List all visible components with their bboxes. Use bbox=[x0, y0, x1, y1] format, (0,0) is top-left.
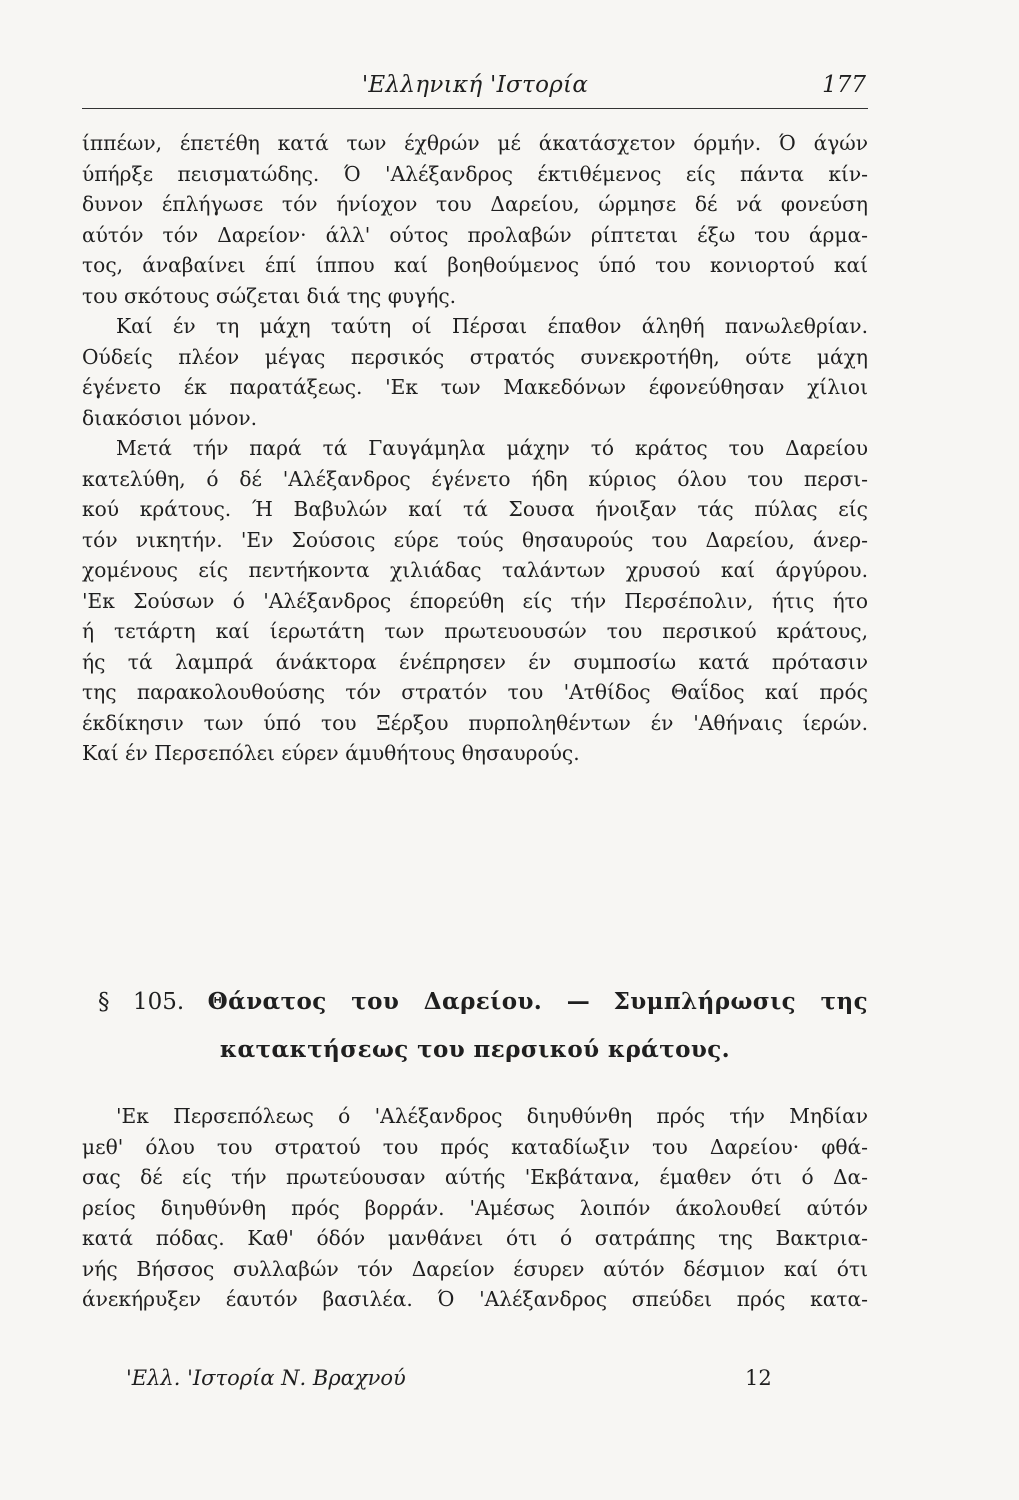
running-header bbox=[82, 70, 868, 110]
text-line: τόν νικητήν. 'Εν Σούσοις εύρε τούς θησαυρούς του Δαρείου, άνερ- bbox=[82, 527, 868, 552]
footer-signature-number: 12 bbox=[745, 1366, 772, 1390]
text-line: διακόσιοι μόνον. bbox=[82, 405, 258, 430]
text-line: μεθ' όλου του στρατού του πρός καταδίωξιν του Δαρείου· φθά- bbox=[82, 1134, 868, 1159]
page-footer bbox=[82, 1366, 868, 1398]
header-title: 'Ελληνική 'Ιστορία bbox=[361, 72, 589, 98]
section-number: 105. bbox=[132, 989, 185, 1015]
text-line: κατά πόδας. Καθ' όδόν μανθάνει ότι ό σατράπης της Βακτρια- bbox=[82, 1226, 868, 1250]
header-rule bbox=[82, 108, 868, 109]
text-line: 'Εκ Περσεπόλεως ό 'Αλέξανδρος διηυθύνθη πρός τήν Μηδίαν bbox=[116, 1104, 868, 1128]
section-heading-line-1 bbox=[82, 978, 868, 1026]
text-line: έκδίκησιν των ύπό του Ξέρξου πυρποληθέντων έν 'Αθήναις ίερών. bbox=[82, 710, 868, 735]
text-line: σας δέ είς τήν πρωτεύουσαν αύτής 'Εκβάτανα, έμαθεν ότι ό Δα- bbox=[82, 1165, 868, 1189]
text-line: Καί έν τη μάχη ταύτη οί Πέρσαι έπαθον άληθή πανωλεθρίαν. bbox=[116, 314, 868, 338]
text-line: της παρακολουθούσης τόν στρατόν του 'Ατθίδος Θαΐδος καί πρός bbox=[82, 680, 868, 704]
text-line: ίππέων, έπετέθη κατά των έχθρών μέ άκατάσχετον όρμήν. Ό άγών bbox=[82, 131, 868, 155]
text-line: Ούδείς πλέον μέγας περσικός στρατός συνεκροτήθη, ούτε μάχη bbox=[82, 344, 868, 369]
text-line: χομένους είς πεντήκοντα χιλιάδας ταλάντων χρυσού καί άργύρου. bbox=[82, 558, 868, 582]
text-line: νής Βήσσος συλλαβών τόν Δαρείον έσυρεν αύτόν δέσμιον καί ότι bbox=[82, 1256, 868, 1281]
body-text-top bbox=[82, 128, 868, 769]
page-number: 177 bbox=[822, 72, 866, 98]
text-line: άνεκήρυξεν έαυτόν βασιλέα. Ό 'Αλέξανδρος σπεύδει πρός κατα- bbox=[82, 1287, 868, 1311]
text-line: Καί έν Περσεπόλει εύρεν άμυθήτους θησαυρούς. bbox=[82, 741, 580, 765]
text-line: Μετά τήν παρά τά Γαυγάμηλα μάχην τό κράτος του Δαρείου bbox=[116, 436, 868, 460]
text-line: έγένετο έκ παρατάξεως. 'Εκ των Μακεδόνων έφονεύθησαν χίλιοι bbox=[82, 375, 868, 399]
text-line: δυνον έπλήγωσε τόν ήνίοχον του Δαρείου, ώρμησε δέ νά φονεύση bbox=[82, 192, 868, 216]
section-symbol: § bbox=[98, 989, 110, 1015]
text-line: τος, άναβαίνει έπί ίππου καί βοηθούμενος ύπό του κονιορτού καί bbox=[82, 253, 868, 277]
text-line: του σκότους σώζεται διά της φυγής. bbox=[82, 283, 457, 308]
text-line: ή τετάρτη καί ίερωτάτη των πρωτευουσών του περσικού κράτους, bbox=[82, 619, 868, 643]
text-line: αύτόν τόν Δαρείον· άλλ' ούτος προλαβών ρίπτεται έξω του άρμα- bbox=[82, 222, 868, 247]
section-title-part-1: Θάνατος του Δαρείου. — bbox=[207, 988, 591, 1015]
body-text-bottom bbox=[82, 1101, 868, 1315]
section-title-line-2: κατακτήσεως του περσικού κράτους. bbox=[219, 1036, 731, 1063]
text-line: ρείος διηυθύνθη πρός βορράν. 'Αμέσως λοιπόν άκολουθεί αύτόν bbox=[82, 1195, 868, 1220]
section-title-part-2: Συμπλήρωσις της bbox=[613, 988, 869, 1015]
text-line: κατελύθη, ό δέ 'Αλέξανδρος έγένετο ήδη κύριος όλου του περσι- bbox=[82, 466, 868, 491]
text-line: ής τά λαμπρά άνάκτορα ένέπρησεν έν συμποσίω κατά πρότασιν bbox=[82, 649, 868, 674]
footer-signature: 'Ελλ. 'Ιστορία Ν. Βραχνού bbox=[126, 1366, 406, 1390]
text-line: ύπήρξε πεισματώδης. Ό 'Αλέξανδρος έκτιθέμενος είς πάντα κίν- bbox=[82, 161, 868, 186]
section-heading bbox=[82, 978, 868, 1074]
text-line: κού κράτους. Ή Βαβυλών καί τά Σουσα ήνοιξαν τάς πύλας είς bbox=[82, 497, 868, 521]
text-line: 'Εκ Σούσων ό 'Αλέξανδρος έπορεύθη είς τήν Περσέπολιν, ήτις ήτο bbox=[82, 588, 868, 613]
